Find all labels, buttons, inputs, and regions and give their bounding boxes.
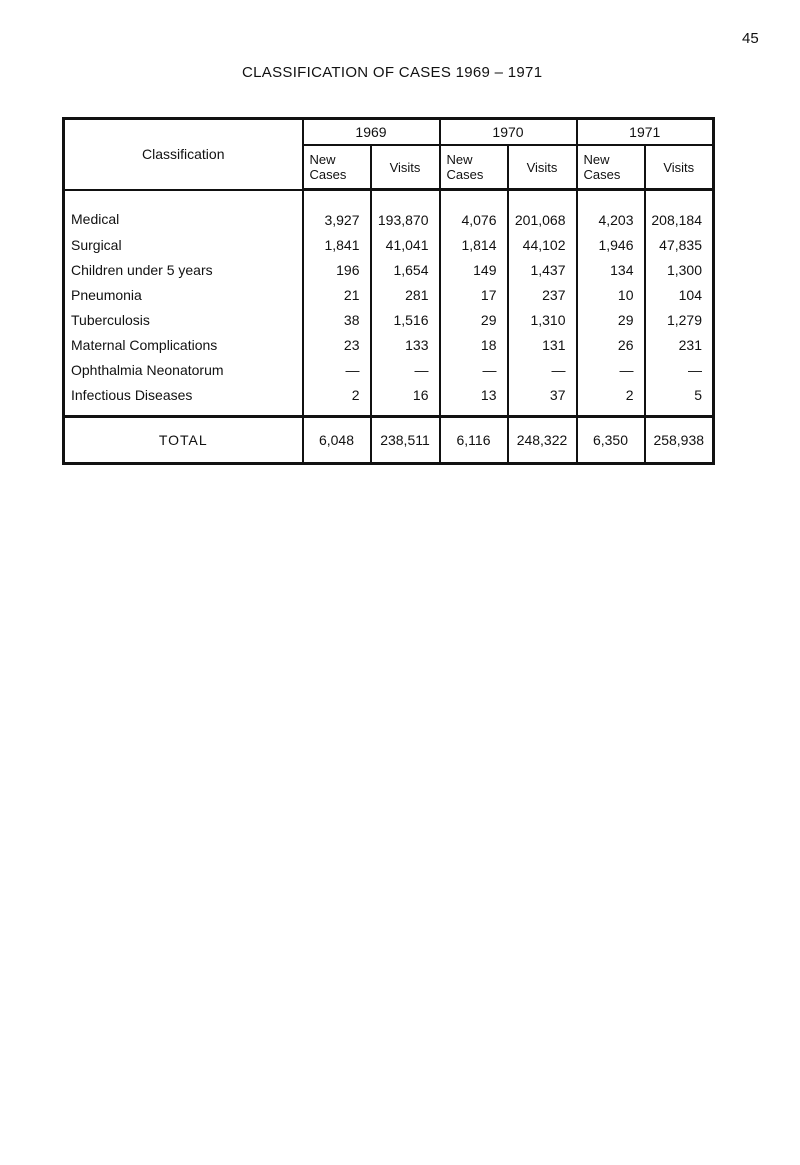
total-cell: 238,511 xyxy=(371,417,440,464)
table-cell: — xyxy=(303,357,371,382)
year-header-1971: 1971 xyxy=(577,119,714,146)
table-cell: 193,870 xyxy=(371,190,440,233)
total-cell: 248,322 xyxy=(508,417,577,464)
table-cell: 149 xyxy=(440,257,508,282)
year-header-1970: 1970 xyxy=(440,119,577,146)
table-cell: 13 xyxy=(440,382,508,417)
table-cell: 1,946 xyxy=(577,232,645,257)
table-cell: — xyxy=(371,357,440,382)
table-cell: — xyxy=(508,357,577,382)
table-cell: 18 xyxy=(440,332,508,357)
total-label: TOTAL xyxy=(64,417,303,464)
row-label: Surgical xyxy=(64,232,303,257)
page-title: CLASSIFICATION OF CASES 1969 – 1971 xyxy=(242,64,543,81)
table-cell: 21 xyxy=(303,282,371,307)
classification-table-container xyxy=(62,117,714,465)
table-cell: 4,076 xyxy=(440,190,508,233)
table-row xyxy=(64,382,714,417)
table-cell: 131 xyxy=(508,332,577,357)
table-cell: 133 xyxy=(371,332,440,357)
table-row xyxy=(64,190,714,233)
row-label: Pneumonia xyxy=(64,282,303,307)
table-row xyxy=(64,307,714,332)
classification-header: Classification xyxy=(64,119,303,190)
table-cell: 281 xyxy=(371,282,440,307)
classification-table xyxy=(62,117,715,465)
new-cases-header: New Cases xyxy=(303,145,371,190)
page-number: 45 xyxy=(742,30,759,47)
row-label: Medical xyxy=(64,190,303,233)
row-label: Ophthalmia Neonatorum xyxy=(64,357,303,382)
table-row xyxy=(64,357,714,382)
table-cell: 208,184 xyxy=(645,190,714,233)
table-cell: 4,203 xyxy=(577,190,645,233)
total-cell: 258,938 xyxy=(645,417,714,464)
table-cell: 29 xyxy=(577,307,645,332)
table-cell: 29 xyxy=(440,307,508,332)
table-cell: 1,516 xyxy=(371,307,440,332)
table-cell: 1,300 xyxy=(645,257,714,282)
table-cell: 1,310 xyxy=(508,307,577,332)
row-label: Maternal Complications xyxy=(64,332,303,357)
table-cell: 41,041 xyxy=(371,232,440,257)
table-cell: 1,654 xyxy=(371,257,440,282)
visits-header: Visits xyxy=(508,145,577,190)
table-cell: 237 xyxy=(508,282,577,307)
table-cell: 1,841 xyxy=(303,232,371,257)
table-cell: 2 xyxy=(577,382,645,417)
table-cell: 47,835 xyxy=(645,232,714,257)
table-cell: — xyxy=(645,357,714,382)
new-cases-header: New Cases xyxy=(577,145,645,190)
table-row xyxy=(64,257,714,282)
table-cell: 196 xyxy=(303,257,371,282)
table-row xyxy=(64,332,714,357)
table-cell: 104 xyxy=(645,282,714,307)
table-cell: — xyxy=(440,357,508,382)
table-cell: — xyxy=(577,357,645,382)
total-cell: 6,048 xyxy=(303,417,371,464)
table-cell: 26 xyxy=(577,332,645,357)
year-header-1969: 1969 xyxy=(303,119,440,146)
table-cell: 37 xyxy=(508,382,577,417)
year-header-row xyxy=(64,119,714,146)
table-cell: 5 xyxy=(645,382,714,417)
table-cell: 201,068 xyxy=(508,190,577,233)
table-cell: 23 xyxy=(303,332,371,357)
table-cell: 38 xyxy=(303,307,371,332)
table-cell: 16 xyxy=(371,382,440,417)
table-cell: 17 xyxy=(440,282,508,307)
row-label: Tuberculosis xyxy=(64,307,303,332)
table-cell: 231 xyxy=(645,332,714,357)
table-cell: 1,814 xyxy=(440,232,508,257)
table-row xyxy=(64,232,714,257)
row-label: Infectious Diseases xyxy=(64,382,303,417)
table-cell: 1,279 xyxy=(645,307,714,332)
total-row xyxy=(64,417,714,464)
visits-header: Visits xyxy=(371,145,440,190)
new-cases-header: New Cases xyxy=(440,145,508,190)
total-cell: 6,350 xyxy=(577,417,645,464)
table-cell: 3,927 xyxy=(303,190,371,233)
table-cell: 134 xyxy=(577,257,645,282)
table-row xyxy=(64,282,714,307)
table-cell: 1,437 xyxy=(508,257,577,282)
row-label: Children under 5 years xyxy=(64,257,303,282)
table-body xyxy=(64,190,714,417)
table-cell: 44,102 xyxy=(508,232,577,257)
table-cell: 10 xyxy=(577,282,645,307)
table-cell: 2 xyxy=(303,382,371,417)
visits-header: Visits xyxy=(645,145,714,190)
total-cell: 6,116 xyxy=(440,417,508,464)
